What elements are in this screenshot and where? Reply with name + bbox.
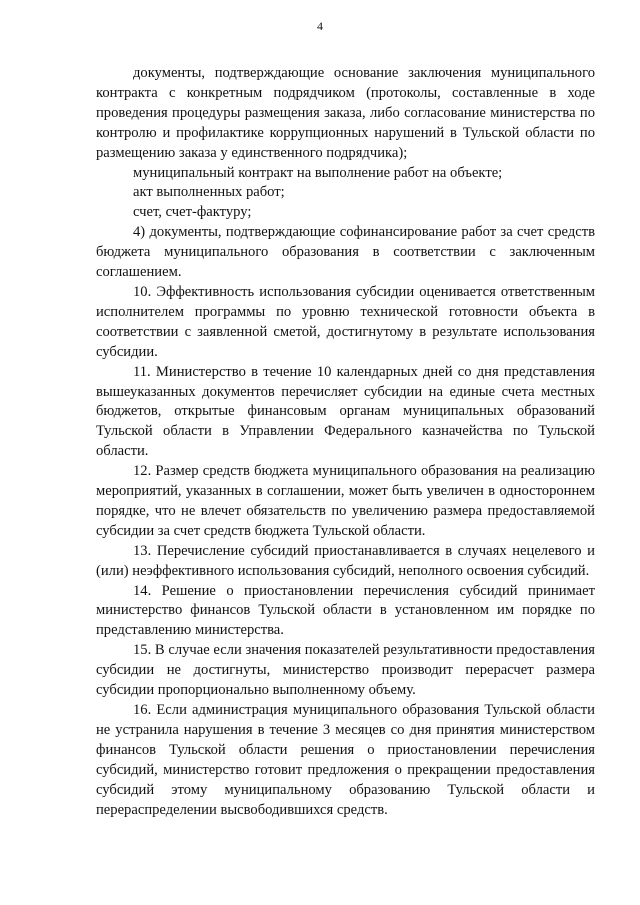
list-item-invoice: счет, счет-фактуру; (133, 204, 252, 221)
paragraph-documents-basis: документы, подтверждающие основание заключения муниципального контракта с конкретным подрядчиком (протоколы, составленные в ходе проведения процедуры размещения заказа, либо согласование министерства по контролю и профилактике коррупционных нарушений в Тульской области по размещению заказа у единственного подрядчика); (96, 65, 595, 161)
document-body (96, 64, 595, 820)
page-number: 4 (317, 19, 323, 33)
paragraph-11-transfer: 11. Министерство в течение 10 календарных дней со дня представления вышеуказанных документов перечисляет субсидии на единые счета местных бюджетов, открытые финансовым органам муниципальных образований Тульской области в Управлении Федерального казначейства по Тульской области. (96, 363, 595, 460)
paragraph-14-decision: 14. Решение о приостановлении перечисления субсидий принимает министерство финансов Тульской области в установленном им порядке по представлению министерства. (96, 582, 595, 639)
list-item-work-act: акт выполненных работ; (133, 184, 285, 201)
list-item-municipal-contract: муниципальный контракт на выполнение работ на объекте; (133, 164, 503, 181)
paragraph-16-termination: 16. Если администрация муниципального образования Тульской области не устранила нарушения в течение 3 месяцев со дня принятия министерством финансов Тульской области решения о приостановлении перечисления субсидий, министерство готовит предложения о прекращении предоставления субсидий этому муниципальному образованию Тульской области и перераспределении высвободившихся средств. (96, 702, 595, 818)
paragraph-10-efficiency: 10. Эффективность использования субсидии оценивается ответственным исполнителем программы по уровню технической готовности объекта в соответствии с заявленной сметой, достигнутому в результате использования субсидии. (96, 283, 595, 360)
paragraph-15-recalculation: 15. В случае если значения показателей результативности предоставления субсидии не достигнуты, министерство производит перерасчет размера субсидии пропорционально выполненному объему. (96, 642, 595, 699)
paragraph-13-suspension: 13. Перечисление субсидий приостанавливается в случаях нецелевого и (или) неэффективного использования субсидий, неполного освоения субсидий. (96, 542, 595, 579)
paragraph-12-budget-increase: 12. Размер средств бюджета муниципального образования на реализацию мероприятий, указанных в соглашении, может быть увеличен в одностороннем порядке, что не влечет обязательств по увеличению размера предоставляемой субсидии за счет средств бюджета Тульской области. (96, 463, 595, 539)
paragraph-cofinancing-documents: 4) документы, подтверждающие софинансирование работ за счет средств бюджета муниципального образования в соответствии с заключенным соглашением. (96, 224, 595, 281)
